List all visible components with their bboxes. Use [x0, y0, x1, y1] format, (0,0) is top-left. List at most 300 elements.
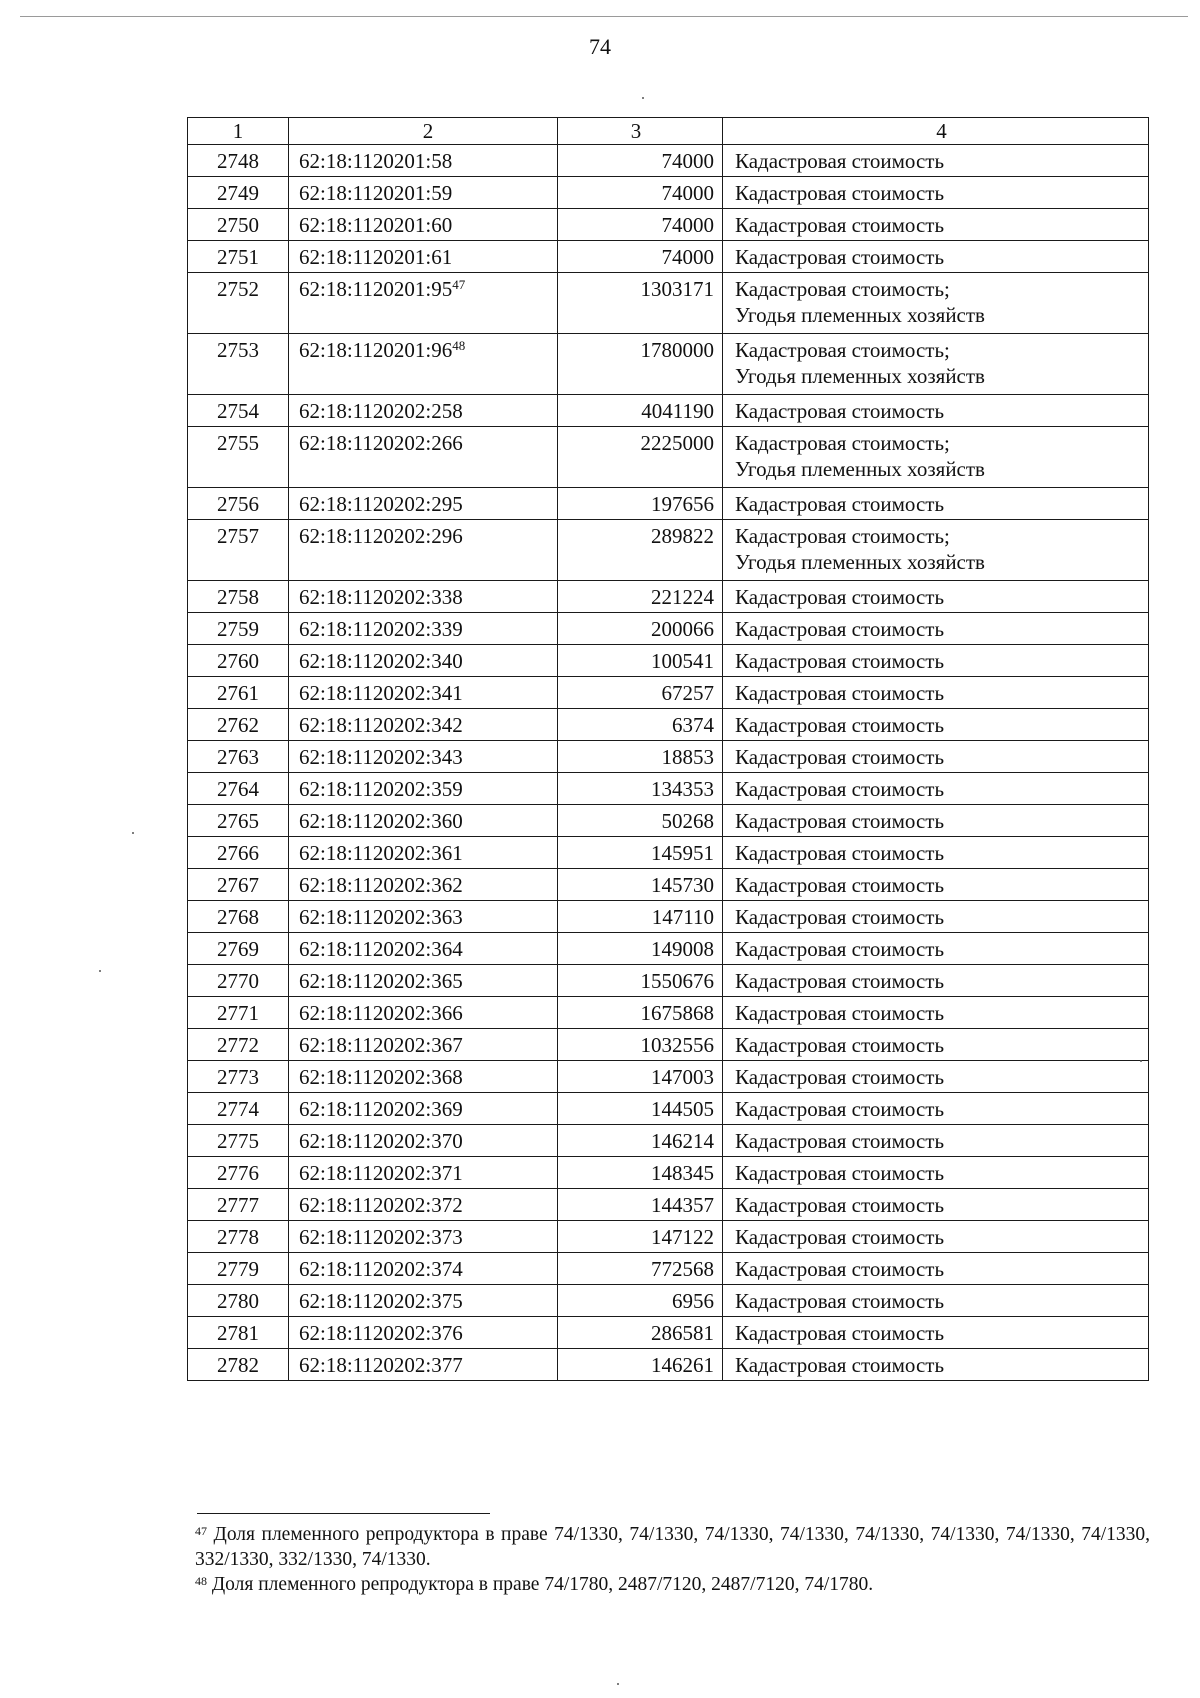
description-cell — [723, 177, 1149, 209]
description-line: Кадастровая стоимость — [735, 1161, 945, 1185]
value-cell — [558, 709, 723, 741]
table-row — [188, 997, 1149, 1029]
value: 289822 — [651, 524, 714, 548]
cadastral-number-cell — [289, 581, 558, 613]
description-cell — [723, 241, 1149, 273]
row-number: 2755 — [217, 431, 259, 455]
cadastral-number-cell — [289, 1125, 558, 1157]
description-cell — [723, 677, 1149, 709]
footnote-mark: 47 — [195, 1524, 207, 1538]
value: 200066 — [651, 617, 714, 641]
row-number-cell — [188, 805, 289, 837]
row-number-cell — [188, 965, 289, 997]
description-line: Кадастровая стоимость — [735, 905, 945, 929]
description-line: Кадастровая стоимость; — [735, 431, 950, 455]
table-row — [188, 1221, 1149, 1253]
footnote-reference: 48 — [452, 338, 466, 353]
value: 1550676 — [640, 969, 714, 993]
description-cell — [723, 1285, 1149, 1317]
cadastral-number: 62:18:1120202:295 — [299, 492, 463, 516]
row-number: 2748 — [217, 149, 259, 173]
description-line: Кадастровая стоимость — [735, 1353, 945, 1377]
table-row — [188, 334, 1149, 395]
row-number: 2781 — [217, 1321, 259, 1345]
value: 74000 — [661, 245, 714, 269]
cadastral-number-cell — [289, 613, 558, 645]
column-header: 3 — [558, 118, 723, 145]
description-cell — [723, 997, 1149, 1029]
value-cell — [558, 965, 723, 997]
row-number-cell — [188, 1253, 289, 1285]
table-row — [188, 677, 1149, 709]
row-number-cell — [188, 520, 289, 581]
cadastral-number: 62:18:1120202:368 — [299, 1065, 463, 1089]
table-row — [188, 1349, 1149, 1381]
cadastral-number-cell — [289, 209, 558, 241]
scan-speck — [1140, 1060, 1142, 1062]
cadastral-number: 62:18:1120202:376 — [299, 1321, 463, 1345]
cadastral-number: 62:18:1120202:375 — [299, 1289, 463, 1313]
cadastral-number: 62:18:1120201:61 — [299, 245, 453, 269]
value: 145730 — [651, 873, 714, 897]
table-row — [188, 1285, 1149, 1317]
value-cell — [558, 209, 723, 241]
description-line: Кадастровая стоимость — [735, 1257, 945, 1281]
value: 148345 — [651, 1161, 714, 1185]
cadastral-number-cell — [289, 334, 558, 395]
description-line: Кадастровая стоимость — [735, 1289, 945, 1313]
description-line: Кадастровая стоимость — [735, 937, 945, 961]
row-number: 2766 — [217, 841, 259, 865]
table-row — [188, 395, 1149, 427]
row-number-cell — [188, 1221, 289, 1253]
row-number-cell — [188, 1189, 289, 1221]
cadastral-number: 62:18:1120201:60 — [299, 213, 453, 237]
description-line: Кадастровая стоимость — [735, 149, 945, 173]
row-number: 2764 — [217, 777, 259, 801]
table-row — [188, 145, 1149, 177]
row-number: 2771 — [217, 1001, 259, 1025]
row-number: 2782 — [217, 1353, 259, 1377]
cadastral-number: 62:18:1120202:359 — [299, 777, 463, 801]
value-cell — [558, 1029, 723, 1061]
row-number-cell — [188, 145, 289, 177]
value: 67257 — [661, 681, 714, 705]
description-cell — [723, 520, 1149, 581]
row-number: 2768 — [217, 905, 259, 929]
row-number: 2773 — [217, 1065, 259, 1089]
cadastral-number: 62:18:1120202:370 — [299, 1129, 463, 1153]
value: 145951 — [651, 841, 714, 865]
value: 197656 — [651, 492, 714, 516]
description-line: Кадастровая стоимость — [735, 1225, 945, 1249]
cadastral-number: 62:18:1120202:361 — [299, 841, 463, 865]
table-row — [188, 520, 1149, 581]
row-number-cell — [188, 837, 289, 869]
value: 50268 — [661, 809, 714, 833]
value: 1675868 — [640, 1001, 714, 1025]
cadastral-number-cell — [289, 1029, 558, 1061]
cadastral-number-cell — [289, 1253, 558, 1285]
value: 144357 — [651, 1193, 714, 1217]
row-number-cell — [188, 273, 289, 334]
cadastral-number: 62:18:1120201:58 — [299, 149, 453, 173]
description-line: Угодья племенных хозяйств — [735, 457, 985, 481]
cadastral-number-cell — [289, 273, 558, 334]
row-number-cell — [188, 177, 289, 209]
row-number: 2759 — [217, 617, 259, 641]
row-number-cell — [188, 241, 289, 273]
cadastral-number: 62:18:1120202:343 — [299, 745, 463, 769]
cadastral-number: 62:18:1120202:377 — [299, 1353, 463, 1377]
value-cell — [558, 145, 723, 177]
cadastral-number: 62:18:1120202:365 — [299, 969, 463, 993]
value-cell — [558, 1061, 723, 1093]
row-number: 2776 — [217, 1161, 259, 1185]
value-cell — [558, 1253, 723, 1285]
value-cell — [558, 805, 723, 837]
description-cell — [723, 773, 1149, 805]
value: 74000 — [661, 149, 714, 173]
cadastral-number-cell — [289, 965, 558, 997]
cadastral-number-cell — [289, 677, 558, 709]
row-number-cell — [188, 334, 289, 395]
cadastral-number-cell — [289, 427, 558, 488]
row-number: 2754 — [217, 399, 259, 423]
cadastral-number-cell — [289, 645, 558, 677]
description-cell — [723, 488, 1149, 520]
cadastral-table — [187, 117, 1149, 1381]
cadastral-number-cell — [289, 177, 558, 209]
value: 74000 — [661, 213, 714, 237]
description-line: Угодья племенных хозяйств — [735, 303, 985, 327]
value-cell — [558, 677, 723, 709]
value: 74000 — [661, 181, 714, 205]
cadastral-number-cell — [289, 997, 558, 1029]
description-cell — [723, 1221, 1149, 1253]
table-row — [188, 1189, 1149, 1221]
row-number-cell — [188, 1285, 289, 1317]
cadastral-number-cell — [289, 741, 558, 773]
row-number-cell — [188, 395, 289, 427]
row-number-cell — [188, 488, 289, 520]
cadastral-number: 62:18:1120202:363 — [299, 905, 463, 929]
table-row — [188, 581, 1149, 613]
footnote-47 — [195, 1522, 1150, 1572]
description-line: Кадастровая стоимость — [735, 1193, 945, 1217]
row-number-cell — [188, 677, 289, 709]
column-header: 4 — [723, 118, 1149, 145]
cadastral-number-cell — [289, 1093, 558, 1125]
description-line: Кадастровая стоимость — [735, 969, 945, 993]
scan-speck — [617, 1683, 619, 1685]
table-row — [188, 869, 1149, 901]
row-number: 2761 — [217, 681, 259, 705]
cadastral-number: 62:18:1120202:296 — [299, 524, 463, 548]
row-number: 2762 — [217, 713, 259, 737]
value-cell — [558, 1285, 723, 1317]
table-row — [188, 273, 1149, 334]
value: 6956 — [672, 1289, 714, 1313]
table-row — [188, 741, 1149, 773]
row-number-cell — [188, 645, 289, 677]
description-line: Кадастровая стоимость — [735, 745, 945, 769]
table-row — [188, 837, 1149, 869]
value: 772568 — [651, 1257, 714, 1281]
value: 100541 — [651, 649, 714, 673]
cadastral-number: 62:18:1120202:360 — [299, 809, 463, 833]
description-line: Кадастровая стоимость — [735, 181, 945, 205]
cadastral-number: 62:18:1120201:95 — [299, 277, 453, 301]
table-row — [188, 645, 1149, 677]
table-row — [188, 209, 1149, 241]
row-number-cell — [188, 709, 289, 741]
description-cell — [723, 1125, 1149, 1157]
value-cell — [558, 1125, 723, 1157]
cadastral-number-cell — [289, 709, 558, 741]
description-cell — [723, 709, 1149, 741]
table-row — [188, 488, 1149, 520]
table-row — [188, 427, 1149, 488]
description-cell — [723, 1157, 1149, 1189]
description-cell — [723, 1029, 1149, 1061]
row-number-cell — [188, 613, 289, 645]
row-number: 2749 — [217, 181, 259, 205]
description-line: Угодья племенных хозяйств — [735, 550, 985, 574]
table-row — [188, 1061, 1149, 1093]
cadastral-number: 62:18:1120201:96 — [299, 338, 453, 362]
row-number: 2750 — [217, 213, 259, 237]
row-number-cell — [188, 1093, 289, 1125]
value-cell — [558, 334, 723, 395]
row-number: 2758 — [217, 585, 259, 609]
value-cell — [558, 427, 723, 488]
cadastral-number: 62:18:1120201:59 — [299, 181, 453, 205]
description-line: Кадастровая стоимость — [735, 777, 945, 801]
cadastral-number: 62:18:1120202:339 — [299, 617, 463, 641]
value: 1032556 — [640, 1033, 714, 1057]
description-line: Кадастровая стоимость — [735, 245, 945, 269]
description-cell — [723, 613, 1149, 645]
description-cell — [723, 645, 1149, 677]
value-cell — [558, 613, 723, 645]
cadastral-number: 62:18:1120202:266 — [299, 431, 463, 455]
table-row — [188, 901, 1149, 933]
description-line: Кадастровая стоимость — [735, 492, 945, 516]
cadastral-number-cell — [289, 1317, 558, 1349]
value: 6374 — [672, 713, 714, 737]
value: 286581 — [651, 1321, 714, 1345]
footnote-text: Доля племенного репродуктора в праве 74/1780, 2487/7120, 2487/7120, 74/1780. — [211, 1574, 874, 1595]
description-cell — [723, 1189, 1149, 1221]
header-row — [188, 118, 1149, 145]
cadastral-number-cell — [289, 1157, 558, 1189]
description-line: Кадастровая стоимость — [735, 713, 945, 737]
row-number-cell — [188, 1157, 289, 1189]
description-line: Кадастровая стоимость; — [735, 277, 950, 301]
value-cell — [558, 395, 723, 427]
cadastral-number-cell — [289, 1285, 558, 1317]
value-cell — [558, 273, 723, 334]
row-number: 2780 — [217, 1289, 259, 1313]
description-cell — [723, 273, 1149, 334]
value-cell — [558, 1093, 723, 1125]
value: 147003 — [651, 1065, 714, 1089]
cadastral-number-cell — [289, 145, 558, 177]
value: 2225000 — [640, 431, 714, 455]
value-cell — [558, 177, 723, 209]
row-number-cell — [188, 209, 289, 241]
row-number-cell — [188, 1349, 289, 1381]
cadastral-number: 62:18:1120202:371 — [299, 1161, 463, 1185]
value-cell — [558, 741, 723, 773]
footnote-48 — [195, 1572, 1150, 1597]
footnote-reference: 47 — [452, 277, 466, 292]
cadastral-number-cell — [289, 241, 558, 273]
description-line: Кадастровая стоимость — [735, 1033, 945, 1057]
value-cell — [558, 837, 723, 869]
row-number: 2756 — [217, 492, 259, 516]
description-cell — [723, 427, 1149, 488]
description-line: Кадастровая стоимость — [735, 585, 945, 609]
value-cell — [558, 520, 723, 581]
cadastral-number: 62:18:1120202:372 — [299, 1193, 463, 1217]
value: 4041190 — [641, 399, 714, 423]
description-cell — [723, 1061, 1149, 1093]
row-number: 2778 — [217, 1225, 259, 1249]
row-number: 2767 — [217, 873, 259, 897]
value-cell — [558, 933, 723, 965]
description-cell — [723, 1093, 1149, 1125]
description-cell — [723, 741, 1149, 773]
description-cell — [723, 869, 1149, 901]
value-cell — [558, 488, 723, 520]
top-rule — [20, 16, 1188, 17]
table-row — [188, 709, 1149, 741]
row-number: 2765 — [217, 809, 259, 833]
table-row — [188, 965, 1149, 997]
scan-speck — [132, 832, 134, 834]
row-number-cell — [188, 581, 289, 613]
cadastral-number-cell — [289, 933, 558, 965]
cadastral-number-cell — [289, 1061, 558, 1093]
description-cell — [723, 933, 1149, 965]
description-line: Кадастровая стоимость — [735, 617, 945, 641]
footnote-separator — [197, 1513, 490, 1514]
description-cell — [723, 581, 1149, 613]
value-cell — [558, 869, 723, 901]
column-header: 1 — [188, 118, 289, 145]
table-row — [188, 241, 1149, 273]
table-row — [188, 805, 1149, 837]
row-number: 2770 — [217, 969, 259, 993]
description-line: Кадастровая стоимость — [735, 399, 945, 423]
description-cell — [723, 145, 1149, 177]
cadastral-number: 62:18:1120202:362 — [299, 873, 463, 897]
cadastral-number: 62:18:1120202:373 — [299, 1225, 463, 1249]
value: 134353 — [651, 777, 714, 801]
row-number: 2775 — [217, 1129, 259, 1153]
footnote-mark: 48 — [195, 1574, 207, 1588]
cadastral-number-cell — [289, 1221, 558, 1253]
cadastral-number: 62:18:1120202:364 — [299, 937, 463, 961]
table-row — [188, 933, 1149, 965]
description-cell — [723, 334, 1149, 395]
cadastral-number: 62:18:1120202:258 — [299, 399, 463, 423]
cadastral-number-cell — [289, 837, 558, 869]
description-line: Кадастровая стоимость — [735, 873, 945, 897]
description-line: Кадастровая стоимость — [735, 809, 945, 833]
table-row — [188, 1157, 1149, 1189]
cadastral-number: 62:18:1120202:342 — [299, 713, 463, 737]
description-cell — [723, 209, 1149, 241]
table-row — [188, 1253, 1149, 1285]
value: 144505 — [651, 1097, 714, 1121]
description-line: Кадастровая стоимость — [735, 213, 945, 237]
row-number: 2769 — [217, 937, 259, 961]
description-cell — [723, 1317, 1149, 1349]
table-row — [188, 1093, 1149, 1125]
description-cell — [723, 1349, 1149, 1381]
row-number: 2752 — [217, 277, 259, 301]
footnote-text: Доля племенного репродуктора в праве 74/1330, 74/1330, 74/1330, 74/1330, 74/1330, 74/1330, 74/1330, 74/1330, 332/1330, 332/1330, 74/1330. — [195, 1524, 1151, 1570]
description-cell — [723, 1253, 1149, 1285]
row-number: 2779 — [217, 1257, 259, 1281]
row-number: 2753 — [217, 338, 259, 362]
value: 146214 — [651, 1129, 714, 1153]
value-cell — [558, 645, 723, 677]
row-number: 2751 — [217, 245, 259, 269]
cadastral-number: 62:18:1120202:367 — [299, 1033, 463, 1057]
cadastral-number-cell — [289, 805, 558, 837]
description-cell — [723, 901, 1149, 933]
cadastral-number-cell — [289, 773, 558, 805]
value: 1303171 — [640, 277, 714, 301]
value: 146261 — [651, 1353, 714, 1377]
cadastral-number: 62:18:1120202:366 — [299, 1001, 463, 1025]
description-line: Кадастровая стоимость — [735, 841, 945, 865]
table-body — [188, 145, 1149, 1381]
value-cell — [558, 1157, 723, 1189]
row-number: 2774 — [217, 1097, 259, 1121]
table-row — [188, 613, 1149, 645]
value-cell — [558, 901, 723, 933]
scan-speck — [99, 970, 101, 972]
table-row — [188, 1317, 1149, 1349]
value-cell — [558, 1349, 723, 1381]
scan-speck — [642, 97, 644, 99]
row-number: 2763 — [217, 745, 259, 769]
cadastral-number-cell — [289, 395, 558, 427]
value: 18853 — [661, 745, 714, 769]
row-number-cell — [188, 1125, 289, 1157]
row-number: 2772 — [217, 1033, 259, 1057]
description-cell — [723, 837, 1149, 869]
description-line: Кадастровая стоимость — [735, 1065, 945, 1089]
value-cell — [558, 1317, 723, 1349]
description-cell — [723, 395, 1149, 427]
table-row — [188, 1029, 1149, 1061]
value: 147110 — [651, 905, 714, 929]
cadastral-number-cell — [289, 520, 558, 581]
description-line: Кадастровая стоимость — [735, 1321, 945, 1345]
description-line: Кадастровая стоимость — [735, 681, 945, 705]
row-number-cell — [188, 1061, 289, 1093]
row-number-cell — [188, 933, 289, 965]
cadastral-number-cell — [289, 869, 558, 901]
row-number: 2777 — [217, 1193, 259, 1217]
value-cell — [558, 1221, 723, 1253]
